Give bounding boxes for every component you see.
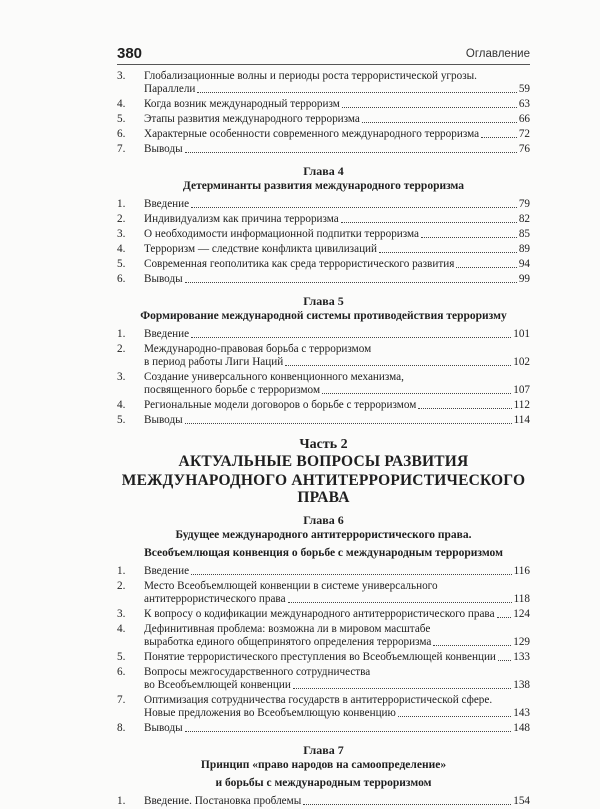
chapter-label: Глава 7: [303, 743, 344, 757]
entry-title-line: Вопросы межгосударственного сотрудничества: [144, 666, 371, 678]
entry-number: 1.: [117, 328, 126, 340]
entry-number: 2.: [117, 213, 126, 225]
table-of-contents: [117, 69, 530, 809]
entry-number: 5.: [117, 258, 126, 270]
dot-leader: [185, 282, 517, 283]
entry-last-line: [144, 128, 530, 141]
dot-leader: [341, 222, 517, 223]
entry-title-line: Создание универсального конвенционного механизма,: [144, 371, 404, 383]
entry-title-line: Введение. Постановка проблемы: [144, 795, 302, 807]
entry-title-line: Региональные модели договоров о борьбе с терроризмом: [144, 399, 417, 411]
entry-page-number: 143: [513, 707, 530, 719]
entry-page-number: 124: [513, 608, 530, 620]
entry-number: 6.: [117, 128, 126, 140]
entry-page-number: 66: [518, 113, 530, 125]
toc-entry[interactable]: [117, 272, 530, 287]
entry-body: [144, 198, 530, 211]
entry-page-number: 82: [518, 213, 530, 225]
entry-page-number: 112: [513, 399, 530, 411]
entry-number: 3.: [117, 70, 126, 82]
entry-number: 6.: [117, 666, 126, 678]
entry-last-line: [144, 608, 530, 621]
toc-entry[interactable]: [117, 665, 530, 693]
entry-body: [144, 399, 530, 412]
dot-leader: [191, 337, 511, 338]
entry-number: 5.: [117, 651, 126, 663]
toc-entry[interactable]: [117, 622, 530, 650]
entry-last-line: [144, 722, 530, 735]
dot-leader: [398, 716, 511, 717]
toc-entry[interactable]: [117, 721, 530, 736]
dot-leader: [288, 602, 512, 603]
toc-entry[interactable]: [117, 370, 530, 398]
entry-page-number: 116: [513, 565, 530, 577]
chapter-label: Глава 4: [303, 164, 344, 178]
dot-leader: [498, 660, 511, 661]
toc-entry[interactable]: [117, 693, 530, 721]
entry-title-line: Введение: [144, 198, 190, 210]
toc-entry[interactable]: [117, 212, 530, 227]
entry-number: 2.: [117, 343, 126, 355]
dot-leader: [191, 207, 517, 208]
entry-page-number: 89: [518, 243, 530, 255]
entry-number: 2.: [117, 580, 126, 592]
entry-title-line: Современная геополитика как среда террористического развития: [144, 258, 455, 270]
chapter-title: Будущее международного антитеррористического права.: [175, 529, 472, 541]
entry-number: 4.: [117, 243, 126, 255]
chapter-title: Формирование международной системы противодействия терроризму: [140, 310, 507, 322]
entry-number: 4.: [117, 399, 126, 411]
entry-number: 8.: [117, 722, 126, 734]
entry-body: [144, 228, 530, 241]
toc-entry[interactable]: [117, 564, 530, 579]
entry-body: [144, 580, 530, 606]
entry-last-line: [144, 273, 530, 286]
entry-page-number: 85: [518, 228, 530, 240]
toc-entry[interactable]: [117, 398, 530, 413]
dot-leader: [191, 574, 512, 575]
chapter-title: Принцип «право народов на самоопределение»: [200, 759, 447, 771]
dot-leader: [456, 267, 516, 268]
entry-title-line: О необходимости информационной подпитки терроризма: [144, 228, 420, 240]
entry-body: [144, 722, 530, 735]
entry-title-line: Место Всеобъемлющей конвенции в системе универсального: [144, 580, 438, 592]
entry-number: 3.: [117, 228, 126, 240]
entry-body: [144, 795, 530, 808]
running-title: Оглавление: [465, 48, 530, 60]
entry-number: 7.: [117, 694, 126, 706]
entry-number: 1.: [117, 198, 126, 210]
page-number: 380: [117, 45, 143, 62]
entry-body: [144, 371, 530, 397]
entry-body: [144, 113, 530, 126]
entry-last-line: [144, 356, 530, 369]
dot-leader: [185, 731, 512, 732]
part-title: АКТУАЛЬНЫЕ ВОПРОСЫ РАЗВИТИЯ: [178, 453, 469, 470]
entry-page-number: 114: [513, 414, 530, 426]
entry-last-line: [144, 83, 530, 96]
toc-entry[interactable]: [117, 794, 530, 809]
entry-page-number: 107: [513, 384, 530, 396]
entry-body: [144, 623, 530, 649]
entry-title-line: Введение: [144, 565, 190, 577]
entry-last-line: [144, 399, 530, 412]
entry-last-line: [144, 384, 530, 397]
entry-last-line: [144, 258, 530, 271]
entry-page-number: 99: [518, 273, 530, 285]
entry-body: [144, 70, 530, 96]
entry-page-number: 118: [513, 593, 530, 605]
entry-body: [144, 666, 530, 692]
entry-body: [144, 565, 530, 578]
toc-entry[interactable]: [117, 342, 530, 370]
entry-page-number: 154: [513, 795, 530, 807]
entry-page-number: 63: [518, 98, 530, 110]
entry-body: [144, 243, 530, 256]
toc-entry[interactable]: [117, 142, 530, 157]
entry-body: [144, 608, 530, 621]
entry-title-line: Глобализационные волны и периоды роста террористической угрозы.: [144, 70, 477, 82]
entry-number: 5.: [117, 113, 126, 125]
entry-body: [144, 143, 530, 156]
toc-entry[interactable]: [117, 579, 530, 607]
dot-leader: [418, 408, 511, 409]
entry-title-line: Параллели: [144, 83, 196, 95]
entry-title-line: Новые предложения во Всеобъемлющую конвенцию: [144, 707, 396, 719]
dot-leader: [342, 107, 517, 108]
dot-leader: [379, 252, 517, 253]
entry-body: [144, 694, 530, 720]
toc-entry[interactable]: [117, 607, 530, 622]
entry-title-line: Индивидуализм как причина терроризма: [144, 213, 339, 225]
entry-number: 1.: [117, 795, 126, 807]
entry-title-line: Этапы развития международного терроризма: [144, 113, 360, 125]
entry-title-line: антитеррористического права: [144, 593, 286, 605]
header-rule: [117, 64, 530, 65]
entry-page-number: 148: [513, 722, 530, 734]
dot-leader: [497, 617, 512, 618]
toc-entry[interactable]: [117, 227, 530, 242]
entry-title-line: Введение: [144, 328, 190, 340]
part-label: Часть 2: [299, 437, 348, 452]
entry-body: [144, 651, 530, 664]
entry-page-number: 138: [513, 679, 530, 691]
dot-leader: [421, 237, 517, 238]
toc-entry[interactable]: [117, 69, 530, 97]
entry-number: 5.: [117, 414, 126, 426]
part-title: МЕЖДУНАРОДНОГО АНТИТЕРРОРИСТИЧЕСКОГО ПРАВА: [121, 472, 526, 506]
toc-entry[interactable]: [117, 127, 530, 142]
entry-body: [144, 128, 530, 141]
entry-body: [144, 98, 530, 111]
entry-title-line: Когда возник международный терроризм: [144, 98, 340, 110]
dot-leader: [303, 804, 511, 805]
entry-last-line: [144, 651, 530, 664]
entry-title-line: во Всеобъемлющей конвенции: [144, 679, 291, 691]
entry-last-line: [144, 143, 530, 156]
page-header: [117, 45, 530, 63]
entry-page-number: 129: [513, 636, 530, 648]
entry-body: [144, 258, 530, 271]
chapter-title: Всеобъемлющая конвенция о борьбе с международным терроризмом: [144, 547, 503, 559]
chapter-label: Глава 5: [303, 294, 344, 308]
dot-leader: [362, 122, 517, 123]
toc-entry[interactable]: [117, 97, 530, 112]
dot-leader: [185, 423, 512, 424]
entry-title-line: Характерные особенности современного международного терроризма: [144, 128, 480, 140]
toc-entry[interactable]: [117, 242, 530, 257]
entry-number: 3.: [117, 371, 126, 383]
chapter-label: Глава 6: [303, 513, 344, 527]
entry-last-line: [144, 679, 530, 692]
dot-leader: [197, 92, 516, 93]
entry-title-line: Оптимизация сотрудничества государств в антитеррористической сфере.: [144, 694, 493, 706]
entry-last-line: [144, 795, 530, 808]
entry-last-line: [144, 636, 530, 649]
entry-last-line: [144, 113, 530, 126]
entry-number: 1.: [117, 565, 126, 577]
entry-last-line: [144, 328, 530, 341]
entry-page-number: 79: [518, 198, 530, 210]
toc-entry[interactable]: [117, 413, 530, 428]
dot-leader: [285, 365, 511, 366]
entry-title-line: Выводы: [144, 414, 183, 426]
entry-number: 4.: [117, 98, 126, 110]
dot-leader: [433, 645, 511, 646]
entry-body: [144, 273, 530, 286]
chapter-title: Детерминанты развития международного терроризма: [182, 180, 465, 192]
entry-number: 3.: [117, 608, 126, 620]
entry-title-line: выработка единого общепринятого определения терроризма: [144, 636, 432, 648]
entry-title-line: Терроризм — следствие конфликта цивилизаций: [144, 243, 378, 255]
entry-last-line: [144, 198, 530, 211]
entry-title-line: Понятие террористического преступления во Всеобъемлющей конвенции: [144, 651, 496, 663]
entry-body: [144, 328, 530, 341]
dot-leader: [293, 688, 511, 689]
entry-body: [144, 343, 530, 369]
entry-title-line: Международно-правовая борьба с терроризмом: [144, 343, 372, 355]
entry-last-line: [144, 414, 530, 427]
entry-body: [144, 414, 530, 427]
entry-title-line: в период работы Лиги Наций: [144, 356, 284, 368]
entry-title-line: Выводы: [144, 143, 183, 155]
toc-entry[interactable]: [117, 197, 530, 212]
entry-last-line: [144, 213, 530, 226]
entry-title-line: Дефинитивная проблема: возможна ли в мировом масштабе: [144, 623, 431, 635]
dot-leader: [185, 152, 517, 153]
entry-number: 6.: [117, 273, 126, 285]
entry-title-line: Выводы: [144, 722, 183, 734]
entry-body: [144, 213, 530, 226]
entry-page-number: 72: [518, 128, 530, 140]
entry-title-line: К вопросу о кодификации международного антитеррористического права: [144, 608, 495, 620]
dot-leader: [322, 393, 511, 394]
entry-number: 4.: [117, 623, 126, 635]
entry-title-line: Выводы: [144, 273, 183, 285]
entry-last-line: [144, 228, 530, 241]
entry-last-line: [144, 243, 530, 256]
chapter-title: и борьбы с международным терроризмом: [215, 777, 432, 789]
entry-last-line: [144, 565, 530, 578]
dot-leader: [481, 137, 517, 138]
entry-page-number: 133: [513, 651, 530, 663]
entry-number: 7.: [117, 143, 126, 155]
entry-page-number: 76: [518, 143, 530, 155]
entry-page-number: 59: [518, 83, 530, 95]
entry-page-number: 94: [518, 258, 530, 270]
toc-entry[interactable]: [117, 650, 530, 665]
entry-page-number: 101: [513, 328, 530, 340]
entry-last-line: [144, 707, 530, 720]
entry-last-line: [144, 593, 530, 606]
toc-entry[interactable]: [117, 112, 530, 127]
toc-entry[interactable]: [117, 257, 530, 272]
entry-last-line: [144, 98, 530, 111]
toc-entry[interactable]: [117, 327, 530, 342]
entry-title-line: посвященного борьбе с терроризмом: [144, 384, 321, 396]
entry-page-number: 102: [513, 356, 530, 368]
